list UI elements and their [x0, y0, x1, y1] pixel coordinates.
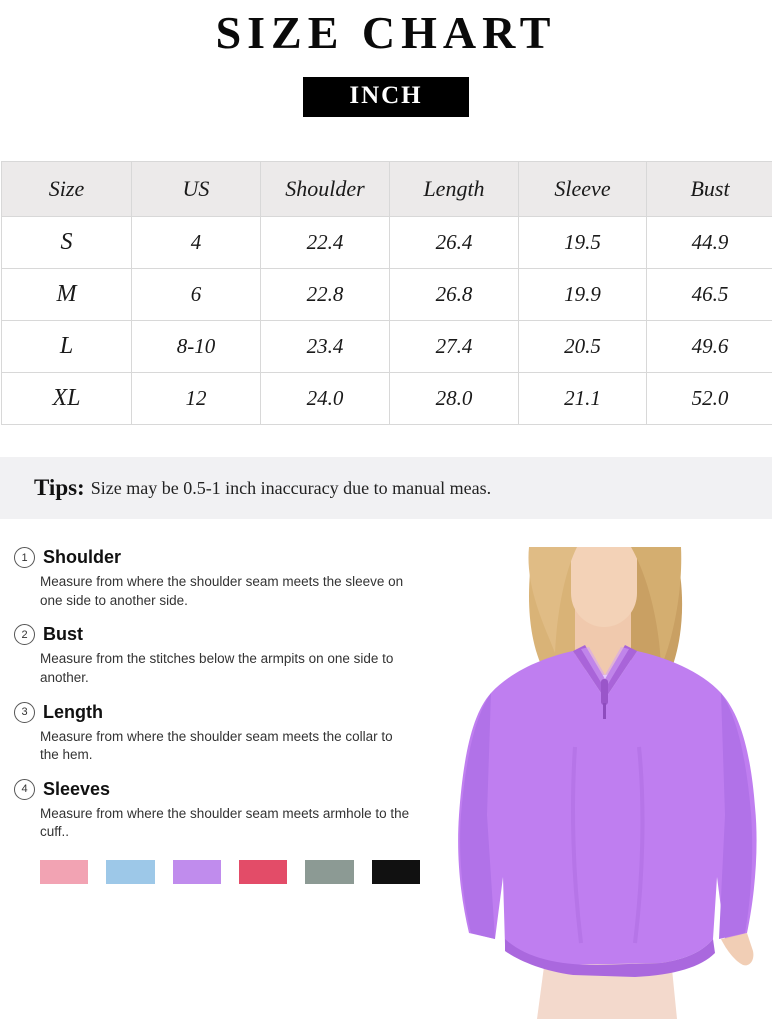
- table-row: [2, 321, 772, 373]
- cell-length: 26.4: [390, 217, 519, 269]
- column-header-size: Size: [2, 162, 132, 217]
- column-header-bust: Bust: [647, 162, 772, 217]
- cell-us: 8-10: [132, 321, 261, 373]
- cell-sleeve: 19.9: [519, 269, 647, 321]
- instruction-heading: [14, 624, 420, 645]
- cell-shoulder: 22.4: [261, 217, 390, 269]
- cell-sleeve: 19.5: [519, 217, 647, 269]
- instruction-heading: [14, 779, 420, 800]
- cell-sleeve: 20.5: [519, 321, 647, 373]
- cell-length: 28.0: [390, 373, 519, 425]
- number-badge-icon: 3: [14, 702, 35, 723]
- table-row: [2, 269, 772, 321]
- page-title: SIZE CHART: [0, 6, 772, 59]
- product-photo: [425, 547, 772, 1019]
- cell-bust: 49.6: [647, 321, 772, 373]
- table-row: [2, 373, 772, 425]
- instruction-body: Measure from where the shoulder seam meets the collar to the hem.: [40, 728, 412, 765]
- cell-size: M: [2, 269, 132, 321]
- instruction-item-length: [14, 702, 420, 765]
- cell-bust: 46.5: [647, 269, 772, 321]
- cell-length: 27.4: [390, 321, 519, 373]
- column-header-us: US: [132, 162, 261, 217]
- instruction-title: Sleeves: [43, 779, 110, 800]
- model-illustration: [425, 547, 772, 1019]
- color-swatch-purple[interactable]: [173, 860, 221, 884]
- cell-sleeve: 21.1: [519, 373, 647, 425]
- tips-banner: [0, 457, 772, 519]
- instruction-item-shoulder: [14, 547, 420, 610]
- number-badge-icon: 4: [14, 779, 35, 800]
- instruction-item-sleeves: [14, 779, 420, 842]
- instruction-title: Shoulder: [43, 547, 121, 568]
- column-header-sleeve: Sleeve: [519, 162, 647, 217]
- unit-badge: INCH: [303, 77, 468, 117]
- color-swatch-black[interactable]: [372, 860, 420, 884]
- color-swatch-sage-gray[interactable]: [305, 860, 353, 884]
- cell-us: 4: [132, 217, 261, 269]
- cell-shoulder: 22.8: [261, 269, 390, 321]
- instruction-title: Length: [43, 702, 103, 723]
- instruction-title: Bust: [43, 624, 83, 645]
- instruction-body: Measure from the stitches below the armpits on one side to another.: [40, 650, 412, 687]
- cell-shoulder: 24.0: [261, 373, 390, 425]
- cell-bust: 52.0: [647, 373, 772, 425]
- color-swatch-row: [40, 860, 420, 884]
- column-header-shoulder: Shoulder: [261, 162, 390, 217]
- tips-label: Tips:: [34, 475, 85, 501]
- instruction-heading: [14, 702, 420, 723]
- size-chart-table: [1, 161, 772, 425]
- size-chart-table-container: [0, 161, 772, 425]
- number-badge-icon: 2: [14, 624, 35, 645]
- instruction-heading: [14, 547, 420, 568]
- cell-length: 26.8: [390, 269, 519, 321]
- color-swatch-light-blue[interactable]: [106, 860, 154, 884]
- cell-size: XL: [2, 373, 132, 425]
- color-swatch-rose-red[interactable]: [239, 860, 287, 884]
- cell-size: L: [2, 321, 132, 373]
- cell-size: S: [2, 217, 132, 269]
- instructions-list: [0, 547, 420, 884]
- instruction-item-bust: [14, 624, 420, 687]
- table-row: [2, 217, 772, 269]
- unit-badge-container: [0, 77, 772, 117]
- cell-shoulder: 23.4: [261, 321, 390, 373]
- color-swatch-pink[interactable]: [40, 860, 88, 884]
- measurement-guide-section: [0, 547, 772, 977]
- tips-text: Size may be 0.5-1 inch inaccuracy due to manual meas.: [91, 478, 491, 499]
- number-badge-icon: 1: [14, 547, 35, 568]
- cell-us: 12: [132, 373, 261, 425]
- table-header-row: [2, 162, 772, 217]
- column-header-length: Length: [390, 162, 519, 217]
- cell-bust: 44.9: [647, 217, 772, 269]
- instruction-body: Measure from where the shoulder seam meets the sleeve on one side to another side.: [40, 573, 412, 610]
- instruction-body: Measure from where the shoulder seam meets armhole to the cuff..: [40, 805, 412, 842]
- cell-us: 6: [132, 269, 261, 321]
